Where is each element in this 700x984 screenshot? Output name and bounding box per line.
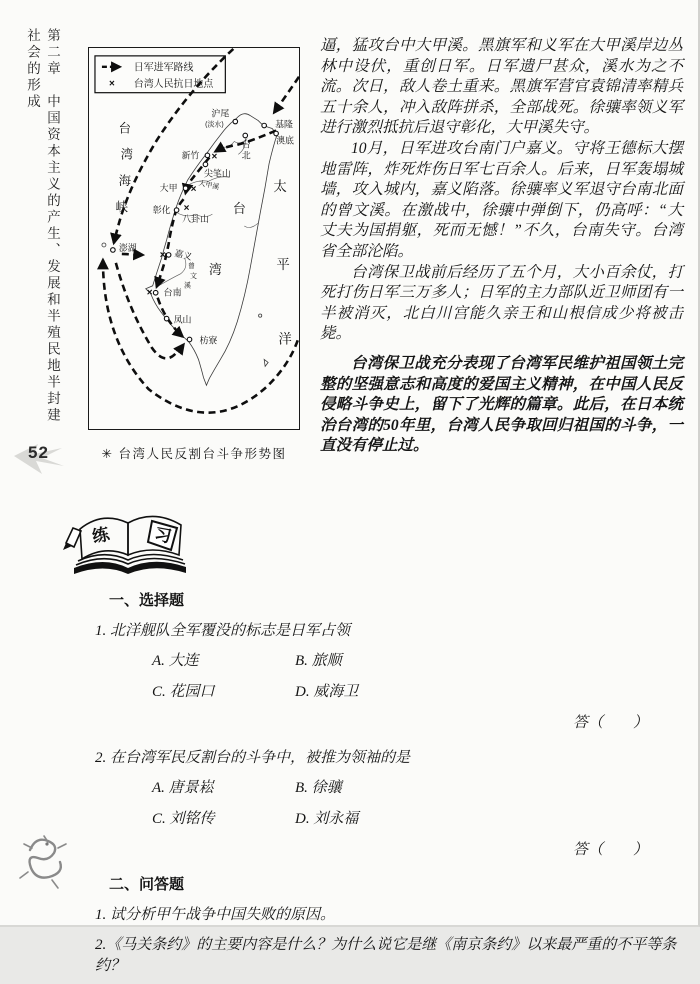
label-fangliao: 枋寮 <box>199 335 218 346</box>
article-paragraph-2: 10月，日军进攻台南门户嘉义。守将王德标大摆地雷阵，炸死炸伤日军七百余人。后来，日军轰塌城墙，攻入城内，嘉义陷落。徐骧率义军退守台南北面的曾文溪。在激战中，徐骧中弹倒下，仍高呼：“大丈夫为国捐躯，死而无憾！”不久，台南失守。台湾省全部沦陷。 <box>320 139 683 260</box>
legend-route-label: 日军进军路线 <box>133 62 194 74</box>
legend-xmark-sample: × <box>108 78 115 90</box>
label-pacific-3: 洋 <box>278 331 292 347</box>
question1-options-row1 <box>152 649 695 670</box>
question2-answer-blank: 答（ ） <box>572 842 648 858</box>
chapter-title-vertical: 第二章 中国资本主义的产生、发展和半殖民地半封建社会的形成 <box>25 28 60 424</box>
question2-option-a: A. 唐景崧 <box>152 780 214 796</box>
article-paragraph-summary: 台湾保卫战充分表现了台湾军民维护祖国领土完整的坚强意志和高度的爱国主义精神，在中国人民反侵略斗争史上，留下了光辉的篇章。此后，在日本统治台湾的50年里，台湾人民争取回归祖国的斗争，一直没有停止过。 <box>320 354 683 455</box>
marker-jiayi <box>166 253 171 258</box>
islet-se <box>259 314 262 317</box>
marker-dajia <box>183 186 188 191</box>
question1-option-a: A. 大连 <box>152 653 199 669</box>
question1-option-b: B. 旅顺 <box>295 653 342 669</box>
practice-char-1: 练 <box>90 524 112 547</box>
taiwan-map <box>89 48 298 428</box>
marker-xinzhu <box>205 153 210 158</box>
label-taibei-1: 台 <box>241 139 251 150</box>
article-paragraph-3: 台湾保卫战前后经历了五个月，大小百余仗，打死打伤日军三万多人；日军的主力部队近卫师团有一半被消灭，北白川宫能久亲王和山根信成少将被击毙。 <box>320 263 683 343</box>
route-penghu-landing <box>122 254 143 255</box>
islet-s <box>264 359 268 366</box>
marker-taibei <box>243 133 248 138</box>
essay-question-2: 2.《马关条约》的主要内容是什么？为什么说它是继《南京条约》以来最严重的不平等条约？ <box>95 937 677 974</box>
question2-stem: 2. 在台湾军民反割台的斗争中，被推为领袖的是 <box>95 750 411 766</box>
question2-option-b: B. 徐骧 <box>295 780 342 796</box>
practice-section-icon <box>60 497 205 588</box>
question2-options-row1 <box>152 776 695 797</box>
label-strait-1: 台 <box>118 121 132 136</box>
question1-option-c: C. 花园口 <box>152 684 215 700</box>
practice-char-2: 习 <box>152 524 173 547</box>
question2-options-row2 <box>152 807 695 828</box>
label-strait-4: 峡 <box>115 200 129 215</box>
marker-penghu <box>111 248 116 253</box>
marker-jianbishan <box>203 162 208 167</box>
label-aodi: 澳底 <box>276 135 295 146</box>
label-strait-2: 湾 <box>120 147 134 162</box>
xmark-tainan: × <box>146 287 153 299</box>
map-caption: ✳ 台湾人民反割台斗争形势图 <box>101 447 287 461</box>
route-ne-approach <box>274 77 299 113</box>
page-number-badge <box>12 434 68 478</box>
label-penghu: 澎湖 <box>118 242 137 253</box>
xmark-dajia: × <box>190 184 197 196</box>
label-island-1: 台 <box>232 201 246 217</box>
question2-option-c: C. 刘铭传 <box>152 811 215 827</box>
label-tainan: 台南 <box>163 287 182 298</box>
label-huwei: 沪尾 <box>211 108 230 119</box>
label-zengwenxi-1: 曾 <box>188 262 195 270</box>
river-east <box>244 223 258 227</box>
dragon-icon <box>14 832 76 910</box>
article-paragraph-1: 逼，猛攻台中大甲溪。黑旗军和义军在大甲溪岸边丛林中设伏，重创日军。日军遗尸甚众，溪水为之不流。次日，敌人卷土重来。黑旗军营官袁锦清率精兵五十余人，冲入敌阵拼杀，全部战死。徐骧率领义军进行激烈抵抗后退守彰化，大甲溪失守。 <box>320 37 683 137</box>
marker-jilong <box>262 123 267 128</box>
legend-resist-label: 台湾人民抗日地点 <box>133 79 214 91</box>
label-taibei-2: 北 <box>241 150 251 161</box>
marker-fengshan <box>164 316 169 321</box>
label-fengshan: 凤山 <box>173 314 192 325</box>
xmark-xinzhu: × <box>211 151 218 163</box>
penghu-islet <box>102 243 106 247</box>
xmark-baguashan: × <box>183 203 190 215</box>
label-baguashan: 八卦山 <box>182 214 209 225</box>
exercise-section1-title: 一、选择题 <box>109 592 185 609</box>
label-strait-3: 海 <box>118 174 132 189</box>
taiwan-map-figure <box>88 47 300 430</box>
label-pacific-2: 平 <box>276 256 290 272</box>
label-danshui: (淡水) <box>205 121 224 129</box>
marker-zhanghua <box>174 208 179 213</box>
label-dajiaxi: 大甲溪 <box>197 180 220 192</box>
essay-question-1: 1. 试分析甲午战争中国失败的原因。 <box>95 907 336 923</box>
question1-answer-blank: 答（ ） <box>572 715 648 731</box>
label-xinzhu: 新竹 <box>181 150 200 161</box>
label-jianbishan: 尖笔山 <box>203 168 231 179</box>
label-island-2: 湾 <box>208 261 222 277</box>
marker-fangliao <box>187 337 192 342</box>
exercise-section <box>95 583 695 984</box>
exercise-section2-title: 二、问答题 <box>109 876 185 893</box>
question2-option-d: D. 刘永福 <box>295 811 359 827</box>
label-jiayi: 嘉义 <box>173 247 194 263</box>
open-book-icon <box>60 497 205 583</box>
label-jilong: 基隆 <box>275 119 294 130</box>
label-zengwenxi-3: 溪 <box>184 282 192 290</box>
route-west-sweep <box>114 49 233 243</box>
river-zengwen <box>159 258 186 286</box>
article-column <box>320 36 683 457</box>
label-pacific-1: 太 <box>273 179 287 195</box>
label-zengwenxi-2: 文 <box>190 272 197 280</box>
question1-option-d: D. 威海卫 <box>295 684 359 700</box>
label-zhanghua: 彰化 <box>152 205 171 216</box>
question1-options-row2 <box>152 680 695 701</box>
page-number: 52 <box>28 443 49 462</box>
label-dajia: 大甲 <box>159 183 178 194</box>
question1-stem: 1. 北洋舰队全军覆没的标志是日军占领 <box>95 623 351 639</box>
marker-huwei <box>233 119 238 124</box>
dragon-ornament <box>14 832 76 915</box>
xmark-jiayi: × <box>159 249 166 261</box>
marker-tainan <box>153 290 158 295</box>
